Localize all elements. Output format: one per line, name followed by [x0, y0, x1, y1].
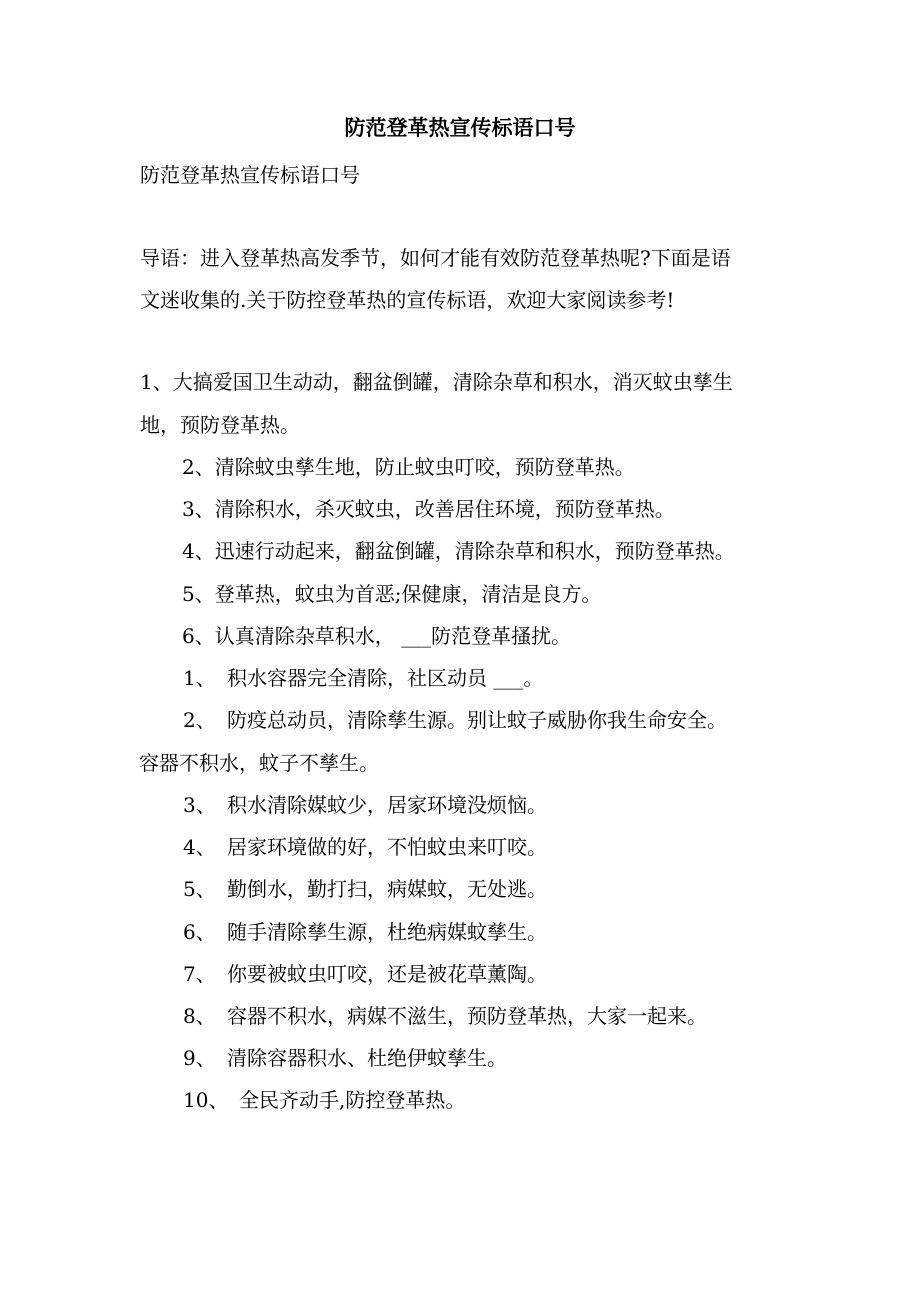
item-number: 1、	[183, 666, 216, 690]
item-number: 7、	[183, 962, 216, 986]
list-item	[182, 497, 675, 521]
list-item	[183, 666, 543, 690]
item-text: 容器不积水，病媒不滋生，预防登革热，大家一起来。	[227, 1004, 707, 1028]
item-text: 全民齐动手,防控登革热。	[239, 1088, 466, 1112]
item-text: 积水清除媒蚊少，居家环境没烦恼。	[227, 793, 547, 817]
list-item	[183, 1046, 507, 1070]
item-text: 居家环境做的好，不怕蚊虫来叮咬。	[227, 835, 547, 859]
list-item	[182, 624, 571, 648]
list-item	[182, 539, 735, 563]
list-item	[183, 835, 547, 859]
list-item	[183, 793, 547, 817]
list-item-continuation: 容器不积水，蚊子不孳生。	[139, 751, 379, 775]
list-item	[183, 1088, 465, 1112]
list-item	[183, 1004, 707, 1028]
list-item	[182, 582, 601, 606]
list-item	[183, 877, 547, 901]
item-text: 勤倒水，勤打扫，病媒蚊，无处逃。	[227, 877, 547, 901]
item-text: 清除蚊虫孳生地，防止蚊虫叮咬，预防登革热。	[214, 455, 635, 479]
list-item-continuation: 地，预防登革热。	[140, 413, 300, 437]
item-text: 大搞爱国卫生动动，翻盆倒罐，清除杂草和积水，消灭蚊虫孳生	[172, 370, 733, 394]
item-number: 2、	[183, 708, 216, 732]
item-number: 1、	[140, 370, 173, 394]
item-number: 5、	[182, 582, 215, 606]
item-text: 清除容器积水、杜绝伊蚊孳生。	[227, 1046, 507, 1070]
item-number: 6、	[182, 624, 215, 648]
item-number: 2、	[182, 455, 215, 479]
item-text: 你要被蚊虫叮咬，还是被花草薰陶。	[227, 962, 547, 986]
item-number: 3、	[182, 497, 215, 521]
item-text: 迅速行动起来，翻盆倒罐，清除杂草和积水，预防登革热。	[214, 539, 735, 563]
item-number: 8、	[183, 1004, 216, 1028]
item-number: 5、	[183, 877, 216, 901]
list-item	[182, 455, 635, 479]
item-number: 4、	[183, 835, 216, 859]
item-text: 认真清除杂草积水， ___防范登革搔扰。	[214, 624, 572, 648]
list-item	[183, 708, 727, 732]
item-number: 4、	[182, 539, 215, 563]
item-number: 10、	[183, 1088, 229, 1112]
list-item	[183, 920, 547, 944]
item-text: 登革热，蚊虫为首恶;保健康，清洁是良方。	[214, 582, 602, 606]
item-text: 清除积水，杀灭蚊虫，改善居住环境，预防登革热。	[214, 497, 675, 521]
document-title: 防范登革热宣传标语口号	[344, 115, 576, 140]
list-item	[183, 962, 547, 986]
document-subtitle: 防范登革热宣传标语口号	[140, 163, 360, 187]
intro-line-2: 文迷收集的.关于防控登革热的宣传标语，欢迎大家阅读参考!	[140, 288, 675, 312]
item-text: 随手清除孳生源，杜绝病媒蚊孳生。	[227, 920, 547, 944]
list-item	[140, 370, 733, 394]
item-text: 积水容器完全清除，社区动员 ___。	[227, 666, 544, 690]
item-number: 3、	[183, 793, 216, 817]
item-number: 6、	[183, 920, 216, 944]
item-text: 防疫总动员，清除孳生源。别让蚊子威胁你我生命安全。	[227, 708, 727, 732]
item-number: 9、	[183, 1046, 216, 1070]
intro-line-1: 导语：进入登革热高发季节，如何才能有效防范登革热呢?下面是语	[140, 246, 731, 270]
